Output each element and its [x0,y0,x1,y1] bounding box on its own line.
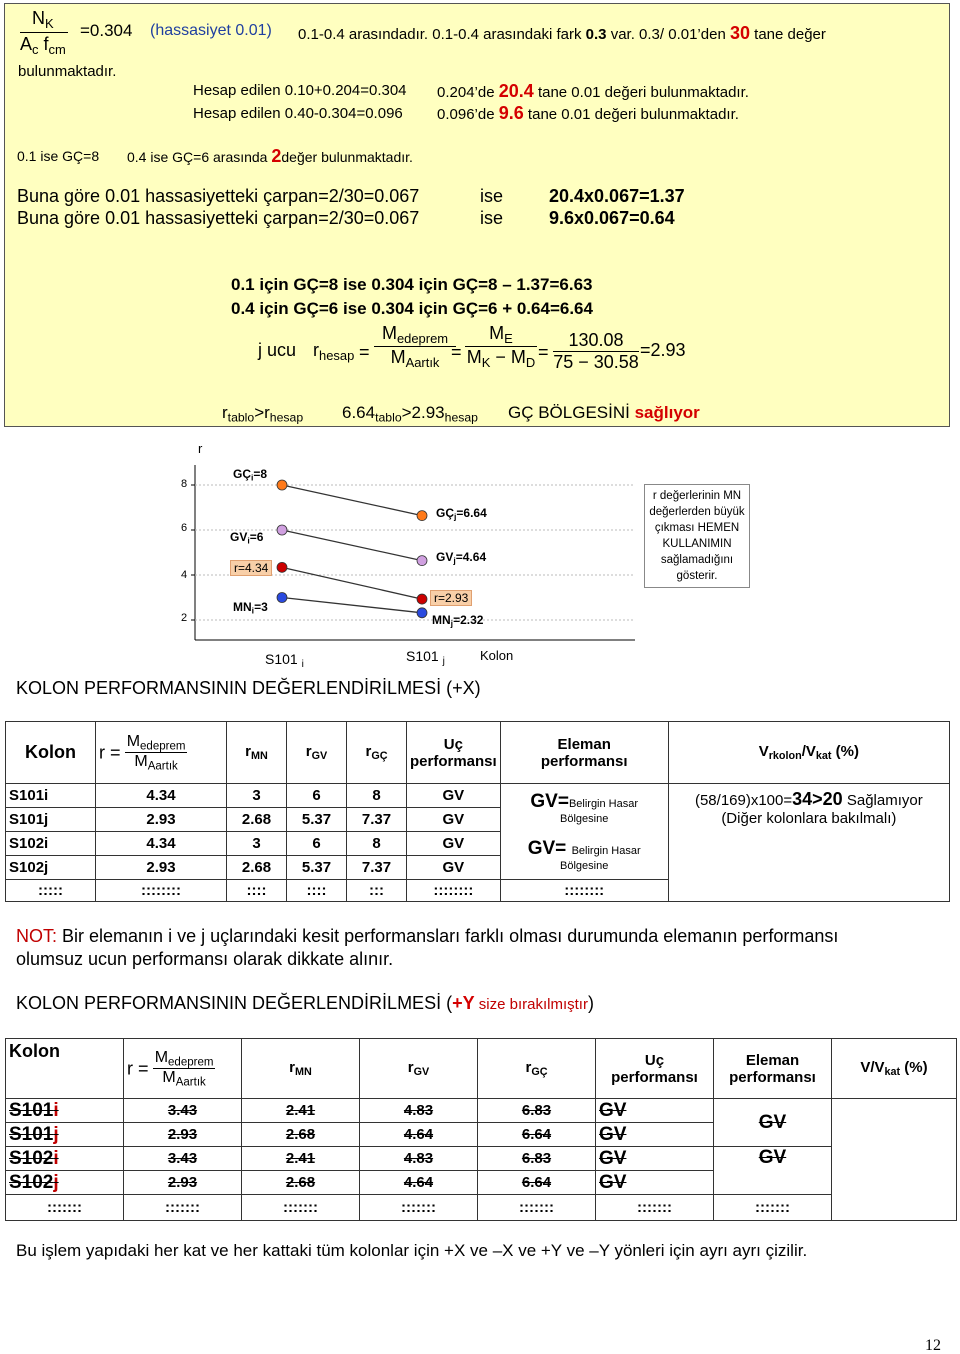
xlabel-kolon: Kolon [480,648,514,663]
value-compare: $6.64_{tablo}>2.93_{hesap}$ [342,403,478,425]
ytick-2: 2 [181,612,188,624]
chart-ylabel: r [198,441,203,456]
buna2-text: Buna göre 0.01 hassasiyetteki çarpan=2/30=0.067 [17,208,420,228]
h2-r-formula: r = $\frac{M_{edeprem}}{M_{Aartık}}$ [124,1039,242,1099]
h2-uc: Uç performansı [596,1039,714,1099]
icin2-text: 0.4 için GÇ=6 ise 0.304 için GÇ=6 + 0.64=6.64 [231,299,593,318]
h-kolon: Kolon [6,722,96,784]
jucu-label: j ucu [258,340,297,360]
xlabel-s101j: S101 $_j$ [406,648,445,668]
xlabel-s101i: S101 $_i$ [265,651,304,671]
h-uc: Uç performansı [407,722,501,784]
table-row: S101i 4.34 3 6 8 GV GV=Belirgin Hasar Bölgesine (58/169)x100=34>20 Sağlamıyor (Diğer kolonlara bakılmalı) [6,784,950,808]
ytick-8: 8 [181,478,188,490]
calc2-left: Hesap edilen 0.40-0.304=0.096 [193,105,403,122]
calc2-right: 0.096’de 9.6 tane 0.01 değeri bulunmaktadır. [437,103,739,123]
section1-title: KOLON PERFORMANSININ DEĞERLENDİRİLMESİ (+X) [16,678,481,698]
rtablo-compare: $r_{tablo}>r_{hesap}$ [222,403,304,425]
gc-bolge-text: GÇ BÖLGESİNİ sağlıyor [508,403,700,422]
h-eleman: Eleman performansı [500,722,668,784]
v-cell: (58/169)x100=34>20 Sağlamıyor (Diğer kolonlara bakılmalı) [668,784,949,832]
point-gv-0 [277,525,287,535]
point-r-0 [277,562,287,572]
table-row: S102j 2.93 2.68 4.64 6.64 GV [6,1171,957,1195]
r-hesap: $r_{hesap}$ [313,340,355,363]
nk-fraction: $N_K$ $A_c$ $f_{cm}$ [20,8,66,57]
label-mn-i: $MN_i=3$ [233,600,268,616]
ytick-6: 6 [181,522,188,534]
chart-note: r değerlerinin MN değerlerden büyük çıkması HEMEN KULLANIMIN sağlamadığını gösterir. [644,484,750,588]
hassasiyet-text: (hassasiyet 0.01) [150,22,272,39]
buna1-text: Buna göre 0.01 hassasiyetteki çarpan=2/30=0.067 [17,186,420,206]
eq3: = [538,342,549,362]
page-number: 12 [925,1337,941,1354]
eq1: = [359,342,370,362]
point-mn-1 [417,608,427,618]
buna2-result: 9.6x0.067=0.64 [549,208,675,228]
gc-line-a: 0.1 ise GÇ=8 [17,148,100,164]
h2-rmn: $r_{MN}$ [242,1039,360,1099]
frac-numeric: 130.08 75 − 30.58 [553,330,639,372]
h-rmn: $r_{MN}$ [227,722,287,784]
icin1-text: 0.1 için GÇ=8 ise 0.304 için GÇ=8 – 1.37=6.63 [231,275,593,294]
range-text: 0.1-0.4 arasındadır. 0.1-0.4 arasındaki fark 0.3 var. 0.3/ 0.01’den 30 tane değer [298,23,826,43]
point-gv-1 [417,556,427,566]
series-line-r [282,567,422,599]
range-text-cont: bulunmaktadır. [18,63,117,80]
h-v: $V_{rkolon}/V_{kat}$ (%) [668,722,949,784]
table-row: S102j 2.93 2.68 5.37 7.37 GV [6,856,950,880]
v-cell-empty [668,832,949,902]
point-gç-1 [417,511,427,521]
buna1-result: 20.4x0.067=1.37 [549,186,685,206]
label-mn-j: $MN_j=2.32$ [432,613,484,629]
eleman-cell-2: GV= Belirgin Hasar Bölgesine [500,832,668,880]
calc1-right: 0.204’de 20.4 tane 0.01 değeri bulunmaktadır. [437,81,749,101]
h-rgv: $r_{GV}$ [287,722,347,784]
point-r-1 [417,594,427,604]
label-r-i: r=4.34 [230,560,272,576]
label-gc-j: $GÇ_j=6.64$ [436,506,487,522]
table-row: S101i 3.43 2.41 4.83 6.83 GV GV [6,1099,957,1123]
label-gv-j: $GV_j=4.64$ [436,550,487,566]
buna1-ise: ise [480,186,504,206]
label-gv-i: $GV_i=6$ [230,530,264,546]
result-value: =2.93 [640,340,686,360]
table-row: S102i 3.43 2.41 4.83 6.83 GV GV [6,1147,957,1171]
ytick-4: 4 [181,569,188,581]
note-line2: olumsuz ucun performansı olarak dikkate alınır. [16,949,394,969]
eq-value: =0.304 [80,21,133,40]
calc1-left: Hesap edilen 0.10+0.204=0.304 [193,82,407,99]
eq2: = [451,342,462,362]
h2-eleman: Eleman performansı [714,1039,832,1099]
point-mn-0 [277,593,287,603]
label-gc-i: $GÇ_i=8$ [233,467,268,483]
h2-rgv: $r_{GV}$ [360,1039,478,1099]
frac-me: $M_E$ $M_K - M_D$ [466,323,536,370]
nk-n: N [32,8,45,28]
h-rgc: $r_{GÇ}$ [347,722,407,784]
table-row: S101j 2.93 2.68 5.37 7.37 GV [6,808,950,832]
gc-line-b: 0.4 ise GÇ=6 arasında 2değer bulunmaktadır. [127,146,413,166]
note-line1: NOT: Bir elemanın i ve j uçlarındaki kesit performansları farklı olması durumunda elemanın performansı [16,926,839,946]
y-performance-table [5,1038,957,1221]
table-row-dots: ::::: :::::::: :::: :::: ::: :::::::: :::::::: [6,880,950,902]
table-row: S101j 2.93 2.68 4.64 6.64 GV [6,1123,957,1147]
h-r-formula: r = $\frac{M_{edeprem}}{M_{Aartık}}$ [96,722,227,784]
section2-title: KOLON PERFORMANSININ DEĞERLENDİRİLMESİ (+Y size bırakılmıştır) [16,993,594,1013]
x-performance-table [5,721,950,902]
h2-kolon: Kolon [6,1039,124,1099]
table-row-dots: ::::::: ::::::: ::::::: ::::::: ::::::: ::::::: ::::::: [6,1195,957,1221]
h2-rgc: $r_{GÇ}$ [478,1039,596,1099]
eleman-cell-1: GV=Belirgin Hasar Bölgesine [500,784,668,832]
series-line-gv [282,530,422,561]
series-line-gç [282,485,422,516]
buna2-ise: ise [480,208,504,228]
footer-text: Bu işlem yapıdaki her kat ve her kattaki tüm kolonlar için +X ve –X ve +Y ve –Y yönleri için ayrı ayrı çizilir. [16,1241,808,1260]
table-row: S102i 4.34 3 6 8 GV GV= Belirgin Hasar Bölgesine [6,832,950,856]
label-r-j: r=2.93 [430,590,472,606]
frac-medeprem: $M_{edeprem}$ $M_{Aartık}$ [374,323,456,370]
h2-v: $V/V_{kat}$ (%) [832,1039,957,1099]
point-gç-0 [277,480,287,490]
series-line-mn [282,598,422,613]
